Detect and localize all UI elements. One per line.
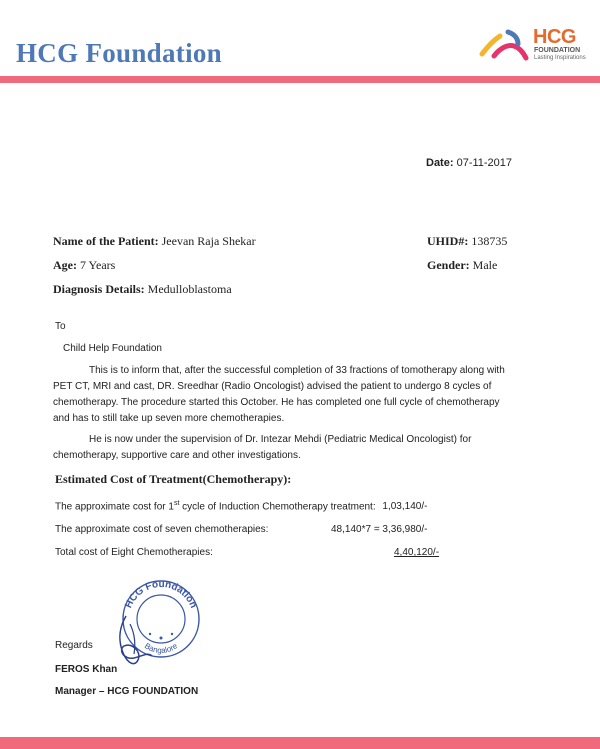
svg-text:HCG Foundation: HCG Foundation	[123, 578, 199, 610]
patient-name: Jeevan Raja Shekar	[161, 234, 256, 248]
para1-line: PET CT, MRI and cast, DR. Sreedhar (Radio Oncologist) advised the patient to undergo 8 cycles of	[53, 381, 492, 392]
footer-bar	[0, 737, 600, 749]
cost-row2-value: 48,140*7 = 3,36,980/-	[331, 524, 428, 535]
recipient: Child Help Foundation	[63, 343, 162, 354]
patient-name-row	[53, 234, 256, 249]
cost-total-value: 4,40,120/-	[394, 547, 440, 558]
cost-row1-sup: st	[173, 500, 180, 507]
uhid-value: 138735	[471, 234, 508, 248]
signatory-title: Manager – HCG FOUNDATION	[55, 686, 199, 697]
para1-line: and has to still take up seven more chemotherapies.	[53, 413, 285, 424]
regards: Regards	[55, 640, 93, 651]
header-divider	[0, 76, 600, 83]
cost-row3-label: Total cost of Eight Chemotherapies:	[55, 547, 213, 558]
gender-value: Male	[472, 258, 498, 272]
patient-name-label: Name of the Patient:	[53, 234, 159, 248]
diagnosis-value: Medulloblastoma	[147, 282, 232, 296]
cost-row-induction	[55, 500, 427, 512]
diagnosis-row	[53, 282, 232, 297]
uhid-label: UHID#:	[427, 234, 469, 248]
age-row	[53, 258, 115, 273]
age-label: Age:	[53, 258, 77, 272]
logo-tagline: Lasting Inspirations	[534, 55, 586, 61]
signatory-name: FEROS Khan	[55, 664, 118, 675]
para1-line: This is to inform that, after the successful completion of 33 fractions of tomotherapy along with	[89, 365, 505, 376]
cost-heading: Estimated Cost of Treatment(Chemotherapy):	[55, 472, 292, 486]
salutation-to: To	[55, 321, 66, 332]
para1-line: chemotherapy. The procedure started this October. He has completed one full cycle of chemotherapy	[53, 397, 500, 408]
para2-line: chemotherapy, supportive care and other investigations.	[53, 450, 301, 461]
gender-label: Gender:	[427, 258, 470, 272]
hcg-logo-mark-icon	[478, 28, 530, 62]
org-title: HCG Foundation	[16, 38, 223, 68]
cost-row1-label-a: The approximate cost for 1	[55, 501, 174, 513]
logo-brand: HCG	[533, 26, 576, 48]
cost-row2-label: The approximate cost of seven chemotherapies:	[55, 524, 269, 535]
cost-row1-value: 1,03,140/-	[382, 501, 428, 513]
logo-name: FOUNDATION	[534, 47, 581, 54]
svg-text:Bangalore: Bangalore	[142, 641, 180, 656]
date-label: Date:	[426, 157, 454, 169]
uhid-row	[427, 234, 507, 249]
date-value: 07-11-2017	[456, 157, 513, 169]
handwritten-signature	[112, 612, 160, 674]
date-line	[426, 157, 512, 169]
diagnosis-label: Diagnosis Details:	[53, 282, 145, 296]
para2-line: He is now under the supervision of Dr. Intezar Mehdi (Pediatric Medical Oncologist) for	[89, 434, 472, 445]
age-value: 7 Years	[80, 258, 116, 272]
gender-row	[427, 258, 497, 273]
cost-row1-label-b: cycle of Induction Chemotherapy treatment:	[179, 501, 376, 513]
